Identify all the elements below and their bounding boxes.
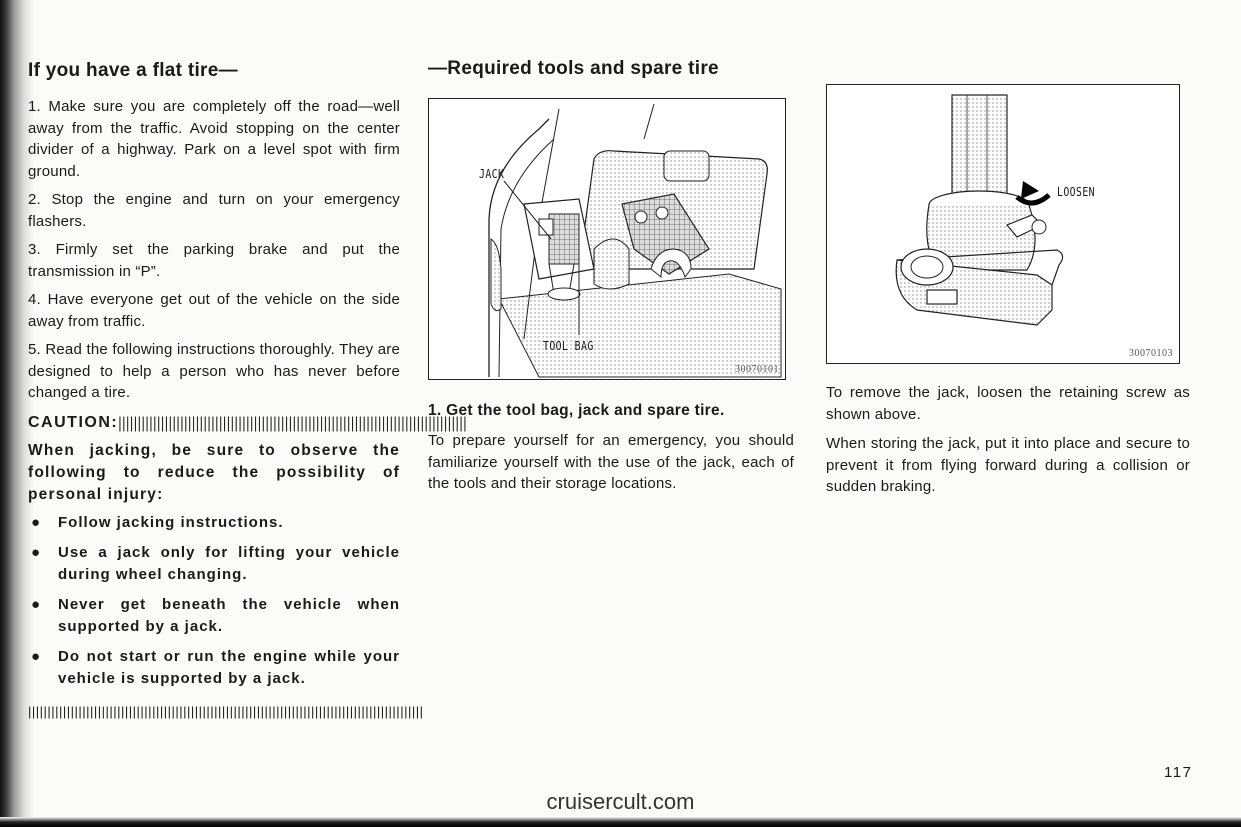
required-tools-heading: —Required tools and spare tire xyxy=(428,58,719,79)
jack-label: JACK xyxy=(479,167,505,181)
caution-bullet-list xyxy=(28,512,400,690)
caution-bullet: ● Use a jack only for lifting your vehicle during wheel changing. xyxy=(31,543,400,583)
caution-bullet: ● Never get beneath the vehicle when supported by a jack. xyxy=(31,595,400,635)
watermark: cruisercult.com xyxy=(546,789,695,814)
bullet-icon: ● xyxy=(31,543,42,561)
flat-tire-heading: If you have a flat tire— xyxy=(28,60,238,81)
right-column xyxy=(826,84,1190,506)
caution-bars: |||||||||||||||||||||||||||||||||||||||||||||||||||||||||||||||||||||||||||||||||||||||||| xyxy=(118,413,468,431)
caution-bullet: ● Follow jacking instructions. xyxy=(28,512,400,534)
step-1: 1. Make sure you are completely off the road—well away from the traffic. Avoid stopping on the center divider of a highway. Park on a level spot with firm ground. xyxy=(28,98,400,180)
middle-column xyxy=(428,58,794,503)
caution-end-bars: |||||||||||||||||||||||||||||||||||||||||||||||||||||||||||||||||||||||||||||||||||||||||||||||||||||| xyxy=(28,703,424,719)
jack-loosen-illustration xyxy=(826,84,1180,364)
tool-bag-label: TOOL BAG xyxy=(543,339,594,353)
caution-label: CAUTION: xyxy=(28,413,119,431)
caution-bullet: ● Do not start or run the engine while your vehicle is supported by a jack. xyxy=(31,647,400,687)
bullet-icon: ● xyxy=(31,647,42,665)
tool-storage-illustration xyxy=(428,98,786,380)
get-tool-bag-subheading: 1. Get the tool bag, jack and spare tire. xyxy=(428,402,725,419)
scan-bottom-edge xyxy=(0,817,1241,827)
step-3: 3. Firmly set the parking brake and put the transmission in “P”. xyxy=(28,241,400,280)
figure-code: 30070101 xyxy=(735,364,779,375)
step-4: 4. Have everyone get out of the vehicle on the side away from traffic. xyxy=(28,291,400,330)
cargo-area-drawing xyxy=(429,99,785,379)
page-number: 117 xyxy=(1164,764,1193,781)
figure-code: 30070103 xyxy=(1129,348,1173,359)
jack-base-drawing xyxy=(827,85,1179,363)
step-2: 2. Stop the engine and turn on your emergency flashers. xyxy=(28,191,400,230)
left-column xyxy=(28,60,468,719)
bullet-icon: ● xyxy=(31,595,42,613)
prepare-paragraph: To prepare yourself for an emergency, you should familiarize yourself with the use of the jack, each of the tools and their storage locations. xyxy=(428,432,794,492)
caution-intro: When jacking, be sure to observe the following to reduce the possibility of personal injury: xyxy=(28,441,400,503)
remove-jack-paragraph: To remove the jack, loosen the retaining screw as shown above. xyxy=(826,384,1190,423)
loosen-label: LOOSEN xyxy=(1057,185,1096,199)
store-jack-paragraph: When storing the jack, put it into place and secure to prevent it from flying forward during a collision or sudden braking. xyxy=(826,435,1190,495)
step-5: 5. Read the following instructions thoroughly. They are designed to help a person who has never before changed a tire. xyxy=(28,341,400,401)
caution-header xyxy=(28,413,468,432)
bullet-icon: ● xyxy=(31,513,42,531)
